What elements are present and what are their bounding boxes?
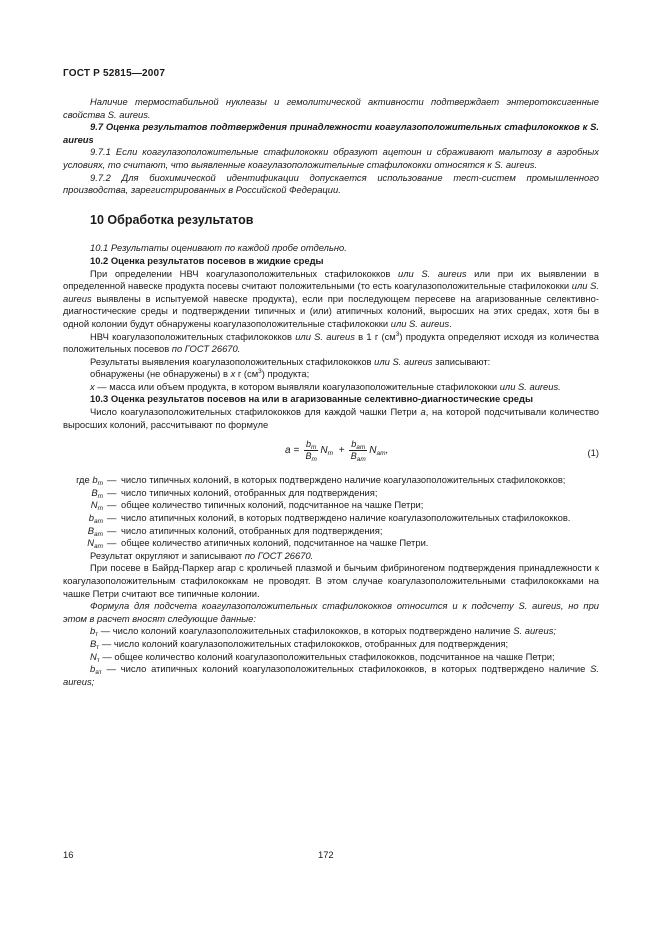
definition-item: $B_т$ — число типичных колоний, отобранных для подтверждения; bbox=[91, 486, 378, 500]
paragraph-bat: $b_{ат}$ — число атипичных колоний коагулазоположительных стафилококков, в которых подтверждено наличие S. aureus; bbox=[63, 663, 599, 687]
paragraph-baird-parker: При посеве в Байрд-Паркер агар с кроличьей плазмой и бычьим фибриногеном подтверждения принадлежности к коагулазоположительным стафилококкам не проводят. В этом случае коагулазоположительными стафилококками на чашке Петри считают все типичные колонии. bbox=[63, 562, 599, 599]
paragraph-10-1: 10.1 Результаты оценивают по каждой пробе отдельно. bbox=[90, 242, 347, 254]
definition-item: $N_т$ — общее количество типичных колоний, подсчитанное на чашке Петри; bbox=[90, 499, 424, 513]
paragraph-10-2-d: обнаружены (не обнаружены) в х г $(см^3)$ продукта; bbox=[90, 368, 310, 380]
paragraph-10-3-a: Число коагулазоположительных стафилококков для каждой чашки Петри а, на которой подсчитывали количество выросших колоний, рассчитывают по формуле bbox=[63, 406, 599, 430]
paragraph-Bt: $B_т$ — число колоний коагулазоположительных стафилококков, отобранных для подтверждения; bbox=[90, 637, 509, 651]
definition-item: $N_{ат}$ — общее количество атипичных колоний, подсчитанное на чашке Петри. bbox=[87, 537, 429, 551]
paragraph-rounding: Результат округляют и записывают по ГОСТ 26670. bbox=[90, 549, 314, 561]
document-body bbox=[63, 96, 599, 688]
formula-number: (1) bbox=[587, 447, 599, 459]
paragraph-10-2-c: Результаты выявления коагулазоположительных стафилококков или S. aureus записывают: bbox=[90, 355, 491, 367]
page-number-center: 172 bbox=[318, 849, 334, 860]
fraction-typical: $\frac{b_т}{B_т}$ bbox=[305, 439, 317, 464]
paragraph-10-2-e: х — масса или объем продукта, в котором выявляли коагулазоположительные стафилококки или S. aureus. bbox=[90, 380, 561, 392]
subsection-heading-10-3: 10.3 Оценка результатов посевов на или в агаризованные селективно-диагностические среды bbox=[90, 393, 533, 405]
subsection-heading-9-7: 9.7 Оценка результатов подтверждения принадлежности коагулазоположительных стафилококков к S. aureus bbox=[63, 121, 599, 145]
section-heading-10: 10 Обработка результатов bbox=[90, 212, 254, 227]
definition-item: $b_{ат}$ — число атипичных колоний, в которых подтверждено наличие коагулазоположительных стафилококков. bbox=[88, 512, 571, 526]
paragraph-bt: $b_т$ — число колоний коагулазоположительных стафилококков, в которых подтверждено наличие S. aureus; bbox=[90, 625, 556, 639]
definition-item: $B_{ат}$ — число атипичных колоний, отобранных для подтверждения; bbox=[87, 524, 383, 538]
formula-definitions bbox=[63, 474, 599, 550]
document-header: ГОСТ Р 52815—2007 bbox=[63, 68, 166, 79]
definition-item: где $b_т$ — число типичных колоний, в которых подтверждено наличие коагулазоположительных стафилококков; bbox=[76, 474, 566, 488]
paragraph-Nt: $N_т$ — общее количество колоний коагулазоположительных стафилококков, подсчитанное на чашке Петри; bbox=[90, 650, 555, 664]
paragraph-formula-note: Формула для подсчета коагулазоположительных стафилококков относится и к подсчету S. aureus, но при этом в расчет вносят следующие данные: bbox=[63, 600, 599, 624]
fraction-atypical: $\frac{b_{ат}}{B_{ат}}$ bbox=[350, 439, 366, 464]
paragraph-9-7-2: 9.7.2 Для биохимической идентификации допускается использование тест-систем промышленного производства, зарегистрированных в Российской Федерации. bbox=[63, 171, 599, 196]
formula-1 bbox=[63, 437, 599, 471]
paragraph: Наличие термостабильной нуклеазы и гемолитической активности подтверждает энтеротоксигенные свойства S. aureus. bbox=[63, 96, 599, 120]
page-number-left: 16 bbox=[63, 849, 74, 860]
paragraph-10-2-b: НВЧ коагулазоположительных стафилококков или S. aureus в 1 г $(см^3)$ продукта определяют исходя из количества положительных посевов по ГОСТ 26670. bbox=[63, 330, 600, 355]
paragraph-10-2-a: При определении НВЧ коагулазоположительных стафилококков или S. aureus или при их выявлении в определенной навеске продукта посевы считают положительными (то есть коагулазоположительные стафилококки или S. aureus выявлены в испытуемой навеске продукта), если при последующем пересеве на агаризованные селективно-диагностические среды и подтверждении типичных и (или) атипичных колоний, выросших на этих средах, хотя бы в одной колонии будут обнаружены коагулазоположительные стафилококки или S. aureus. bbox=[63, 267, 599, 329]
subsection-heading-10-2: 10.2 Оценка результатов посевов в жидкие среды bbox=[90, 254, 324, 266]
formula-expression: а = $\frac{b_т}{B_т}$ $N_т$ + $\frac{b_{ат}}{B_{ат}}$ $N_{ат}$, bbox=[285, 439, 389, 464]
paragraph-9-7-1: 9.7.1 Если коагулазоположительные стафилококки образуют ацетоин и сбраживают мальтозу в аэробных условиях, то считают, что выявленные коагулазоположительные стафилококки относятся к S. aureus. bbox=[63, 146, 599, 170]
